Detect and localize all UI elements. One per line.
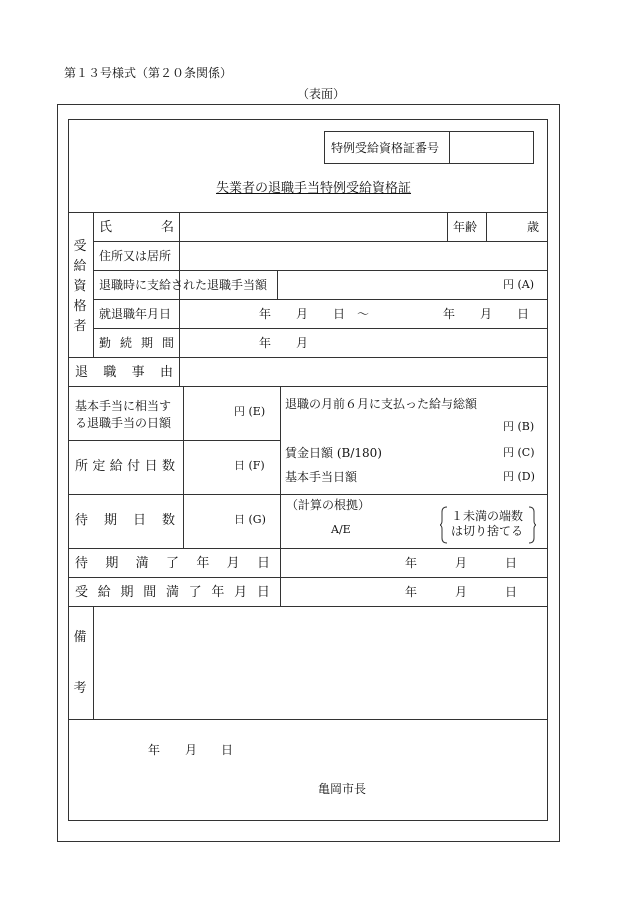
service-years-unit: 年 bbox=[259, 336, 272, 350]
benefit-end-month: 月 bbox=[455, 585, 468, 599]
waiting-days-unit: 日 (G) bbox=[234, 513, 266, 526]
issuer: 亀岡市長 bbox=[318, 782, 367, 796]
emp-range-tilde: ～ bbox=[357, 307, 370, 321]
emp-end-day: 日 bbox=[517, 307, 530, 321]
remarks-char-1: 備 bbox=[73, 630, 87, 645]
issue-day: 日 bbox=[221, 743, 234, 757]
cert-number-label: 特例受給資格証番号 bbox=[331, 141, 440, 155]
age-unit: 歳 bbox=[527, 220, 540, 234]
waiting-end-day: 日 bbox=[505, 556, 518, 570]
remarks-char-2: 考 bbox=[73, 681, 87, 696]
recipient-char-2: 給 bbox=[73, 259, 87, 274]
waiting-end-month: 月 bbox=[455, 556, 468, 570]
service-months-unit: 月 bbox=[296, 336, 309, 350]
reason-label: 退 職 事 由 bbox=[75, 365, 173, 380]
waiting-end-label: 待 期 満 了 年 月 日 bbox=[75, 556, 270, 571]
salary-total-unit: 円 (B) bbox=[503, 420, 535, 433]
calc-formula: A/E bbox=[331, 523, 351, 536]
emp-end-month: 月 bbox=[480, 307, 493, 321]
benefit-end-day: 日 bbox=[505, 585, 518, 599]
daily-amount-unit: 円 (E) bbox=[234, 405, 266, 418]
paid-allowance-unit: 円 (A) bbox=[503, 278, 535, 291]
paid-allowance-label: 退職時に支給された退職手当額 bbox=[99, 278, 268, 292]
recipient-char-4: 格 bbox=[73, 299, 87, 314]
emp-end-year: 年 bbox=[443, 307, 456, 321]
recipient-char-1: 受 bbox=[73, 239, 87, 254]
emp-start-year: 年 bbox=[259, 307, 272, 321]
emp-start-day: 日 bbox=[333, 307, 346, 321]
form-side-label: （表面） bbox=[297, 87, 346, 101]
rounding-note-line1: １未満の端数 bbox=[451, 509, 524, 523]
issue-year: 年 bbox=[148, 743, 161, 757]
form-number: 第１３号様式（第２０条関係） bbox=[64, 66, 233, 80]
salary-total-label: 退職の月前６月に支払った給与総額 bbox=[285, 397, 478, 411]
name-label: 氏 名 bbox=[99, 220, 174, 235]
benefit-days-unit: 日 (F) bbox=[234, 459, 265, 472]
address-label: 住所又は居所 bbox=[99, 249, 172, 263]
waiting-days-label: 待 期 日 数 bbox=[75, 513, 175, 528]
recipient-char-3: 資 bbox=[73, 279, 87, 294]
calc-basis-label: （計算の根拠） bbox=[286, 498, 371, 512]
issue-month: 月 bbox=[185, 743, 198, 757]
age-label: 年齢 bbox=[453, 220, 478, 234]
wage-daily-unit: 円 (C) bbox=[503, 446, 535, 459]
basic-daily-label: 基本手当日額 bbox=[285, 470, 358, 484]
daily-amount-label: 基本手当に相当する退職手当の日額 bbox=[75, 399, 172, 430]
service-period-label: 勤 続 期 間 bbox=[99, 336, 174, 350]
basic-daily-unit: 円 (D) bbox=[503, 470, 535, 483]
benefit-days-label: 所 定 給 付 日 数 bbox=[75, 459, 175, 474]
benefit-end-year: 年 bbox=[405, 585, 418, 599]
benefit-end-label: 受 給 期 間 満 了 年 月 日 bbox=[75, 585, 270, 600]
recipient-char-5: 者 bbox=[73, 319, 87, 334]
rounding-note-line2: は切り捨てる bbox=[451, 524, 524, 538]
waiting-end-year: 年 bbox=[405, 556, 418, 570]
wage-daily-label: 賃金日額 (B/180) bbox=[285, 446, 382, 460]
employment-period-label: 就退職年月日 bbox=[99, 307, 172, 321]
emp-start-month: 月 bbox=[296, 307, 309, 321]
form-title: 失業者の退職手当特例受給資格証 bbox=[216, 181, 412, 196]
